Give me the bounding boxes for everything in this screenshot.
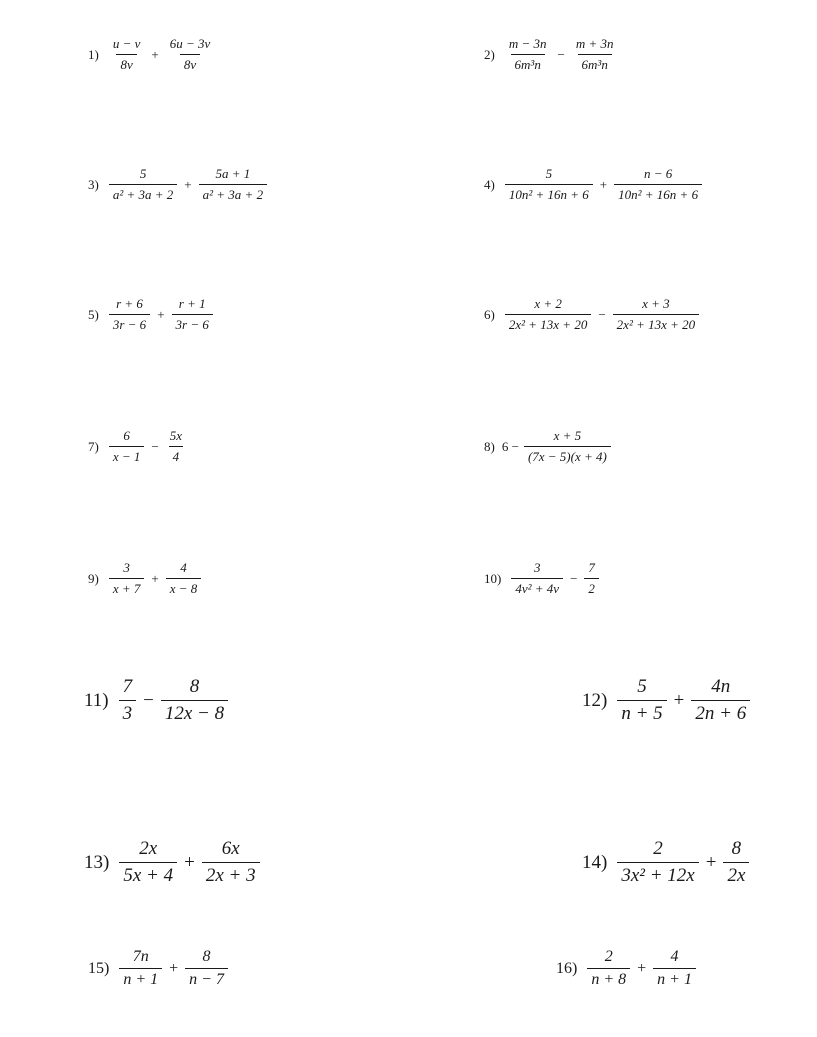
- numerator: 8: [731, 838, 742, 859]
- problem-15: [88, 948, 231, 989]
- denominator: 10n² + 16n + 6: [614, 184, 702, 203]
- denominator: 2x² + 13x + 20: [505, 314, 591, 333]
- fraction: [109, 296, 150, 333]
- denominator: 3r − 6: [109, 314, 150, 333]
- operator: −: [570, 570, 578, 586]
- operator: +: [151, 570, 159, 586]
- problem-7: [88, 428, 189, 465]
- denominator: 12x − 8: [161, 700, 228, 725]
- numerator: 8: [189, 676, 200, 697]
- problem-number: 4): [484, 176, 495, 192]
- fraction: [161, 676, 228, 725]
- numerator: 6u − 3v: [169, 36, 211, 51]
- numerator: 6: [123, 428, 130, 443]
- operator: −: [598, 306, 606, 322]
- operator: −: [557, 46, 565, 62]
- fraction: [614, 166, 702, 203]
- numerator: 7: [122, 676, 133, 697]
- fraction: [166, 560, 202, 597]
- denominator: 4v² + 4v: [511, 578, 563, 597]
- numerator: 5: [545, 166, 553, 181]
- problem-number: 2): [484, 46, 495, 62]
- numerator: 8: [202, 948, 211, 965]
- denominator: 4: [169, 446, 184, 465]
- numerator: 5a + 1: [215, 166, 251, 181]
- problem-5: [88, 296, 216, 333]
- operator: +: [705, 851, 717, 873]
- operator: +: [157, 306, 165, 322]
- numerator: u − v: [112, 36, 141, 51]
- fraction: [691, 676, 750, 725]
- problem-number: 5): [88, 306, 99, 322]
- denominator: 3r − 6: [172, 314, 213, 333]
- denominator: 6m³n: [511, 54, 545, 73]
- denominator: 2x² + 13x + 20: [613, 314, 699, 333]
- problem-number: 14): [582, 851, 608, 873]
- fraction: [653, 948, 696, 989]
- denominator: 5x + 4: [119, 862, 177, 887]
- fraction: [505, 36, 551, 73]
- numerator: x + 5: [553, 428, 582, 443]
- numerator: 4n: [711, 676, 731, 697]
- fraction: [524, 428, 611, 465]
- fraction: [584, 560, 599, 597]
- problem-number: 12): [582, 689, 608, 711]
- problem-9: [88, 560, 204, 597]
- denominator: (7x − 5)(x + 4): [524, 446, 611, 465]
- fraction: [199, 166, 267, 203]
- numerator: r + 6: [116, 296, 143, 311]
- numerator: 2: [604, 948, 613, 965]
- fraction: [505, 166, 593, 203]
- fraction: [119, 948, 162, 989]
- fraction: [202, 838, 260, 887]
- whole-term: 6 −: [501, 438, 519, 454]
- fraction: [119, 676, 137, 725]
- numerator: 3: [533, 560, 541, 575]
- fraction: [119, 838, 177, 887]
- operator: +: [599, 176, 608, 192]
- denominator: n + 1: [119, 968, 162, 989]
- denominator: x − 1: [109, 446, 145, 465]
- fraction: [613, 296, 699, 333]
- denominator: n + 8: [587, 968, 630, 989]
- fraction: [166, 36, 215, 73]
- fraction: [109, 166, 177, 203]
- fraction: [185, 948, 228, 989]
- operator: +: [184, 851, 195, 873]
- problem-number: 1): [88, 46, 99, 62]
- denominator: 2x: [723, 862, 749, 887]
- operator: +: [184, 176, 192, 192]
- denominator: 2: [584, 578, 599, 597]
- denominator: 3x² + 12x: [617, 862, 698, 887]
- numerator: 7: [588, 560, 595, 575]
- operator: +: [673, 689, 685, 711]
- fraction: [587, 948, 630, 989]
- problem-number: 11): [84, 689, 109, 711]
- problem-number: 15): [88, 959, 110, 977]
- numerator: m + 3n: [575, 36, 614, 51]
- denominator: 2n + 6: [691, 700, 750, 725]
- problem-number: 8): [484, 438, 495, 454]
- numerator: 5: [637, 676, 647, 697]
- denominator: n − 7: [185, 968, 228, 989]
- problem-10: [484, 560, 602, 597]
- denominator: 6m³n: [578, 54, 612, 73]
- fraction: [511, 560, 563, 597]
- problem-8: [484, 428, 614, 465]
- denominator: 3: [119, 700, 137, 725]
- problem-11: [84, 676, 231, 725]
- numerator: n − 6: [643, 166, 673, 181]
- numerator: r + 1: [178, 296, 206, 311]
- fraction: [617, 838, 698, 887]
- denominator: x − 8: [166, 578, 202, 597]
- problem-number: 7): [88, 438, 99, 454]
- fraction: [166, 428, 186, 465]
- denominator: 2x + 3: [202, 862, 260, 887]
- denominator: n + 5: [617, 700, 666, 725]
- denominator: 8v: [116, 54, 136, 73]
- problem-number: 6): [484, 306, 495, 322]
- numerator: x + 2: [534, 296, 562, 311]
- numerator: m − 3n: [508, 36, 547, 51]
- problem-4: [484, 166, 705, 203]
- operator: −: [151, 438, 159, 454]
- fraction: [572, 36, 618, 73]
- operator: +: [637, 959, 647, 977]
- denominator: 10n² + 16n + 6: [505, 184, 593, 203]
- problem-number: 10): [484, 570, 502, 586]
- operator: +: [151, 46, 159, 62]
- numerator: 4: [180, 560, 187, 575]
- problem-1: [88, 36, 217, 73]
- denominator: 8v: [180, 54, 200, 73]
- numerator: 7n: [132, 948, 149, 965]
- problem-3: [88, 166, 270, 203]
- problem-12: [582, 676, 753, 725]
- problem-number: 9): [88, 570, 99, 586]
- problem-number: 16): [556, 959, 578, 977]
- operator: −: [143, 689, 154, 711]
- numerator: 4: [670, 948, 679, 965]
- numerator: 3: [123, 560, 130, 575]
- problem-16: [556, 948, 699, 989]
- operator: +: [169, 959, 179, 977]
- problem-6: [484, 296, 702, 333]
- problem-14: [582, 838, 752, 887]
- numerator: x + 3: [642, 296, 670, 311]
- numerator: 6x: [221, 838, 240, 859]
- fraction: [172, 296, 213, 333]
- fraction: [109, 428, 145, 465]
- numerator: 2: [653, 838, 663, 859]
- numerator: 5: [139, 166, 147, 181]
- denominator: n + 1: [653, 968, 696, 989]
- numerator: 2x: [139, 838, 158, 859]
- problem-2: [484, 36, 621, 73]
- denominator: x + 7: [109, 578, 145, 597]
- problem-13: [84, 838, 263, 887]
- fraction: [109, 560, 145, 597]
- fraction: [723, 838, 749, 887]
- numerator: 5x: [169, 428, 183, 443]
- denominator: a² + 3a + 2: [109, 184, 177, 203]
- denominator: a² + 3a + 2: [199, 184, 267, 203]
- fraction: [505, 296, 591, 333]
- problem-number: 13): [84, 851, 110, 873]
- fraction: [617, 676, 666, 725]
- fraction: [109, 36, 145, 73]
- problem-number: 3): [88, 176, 99, 192]
